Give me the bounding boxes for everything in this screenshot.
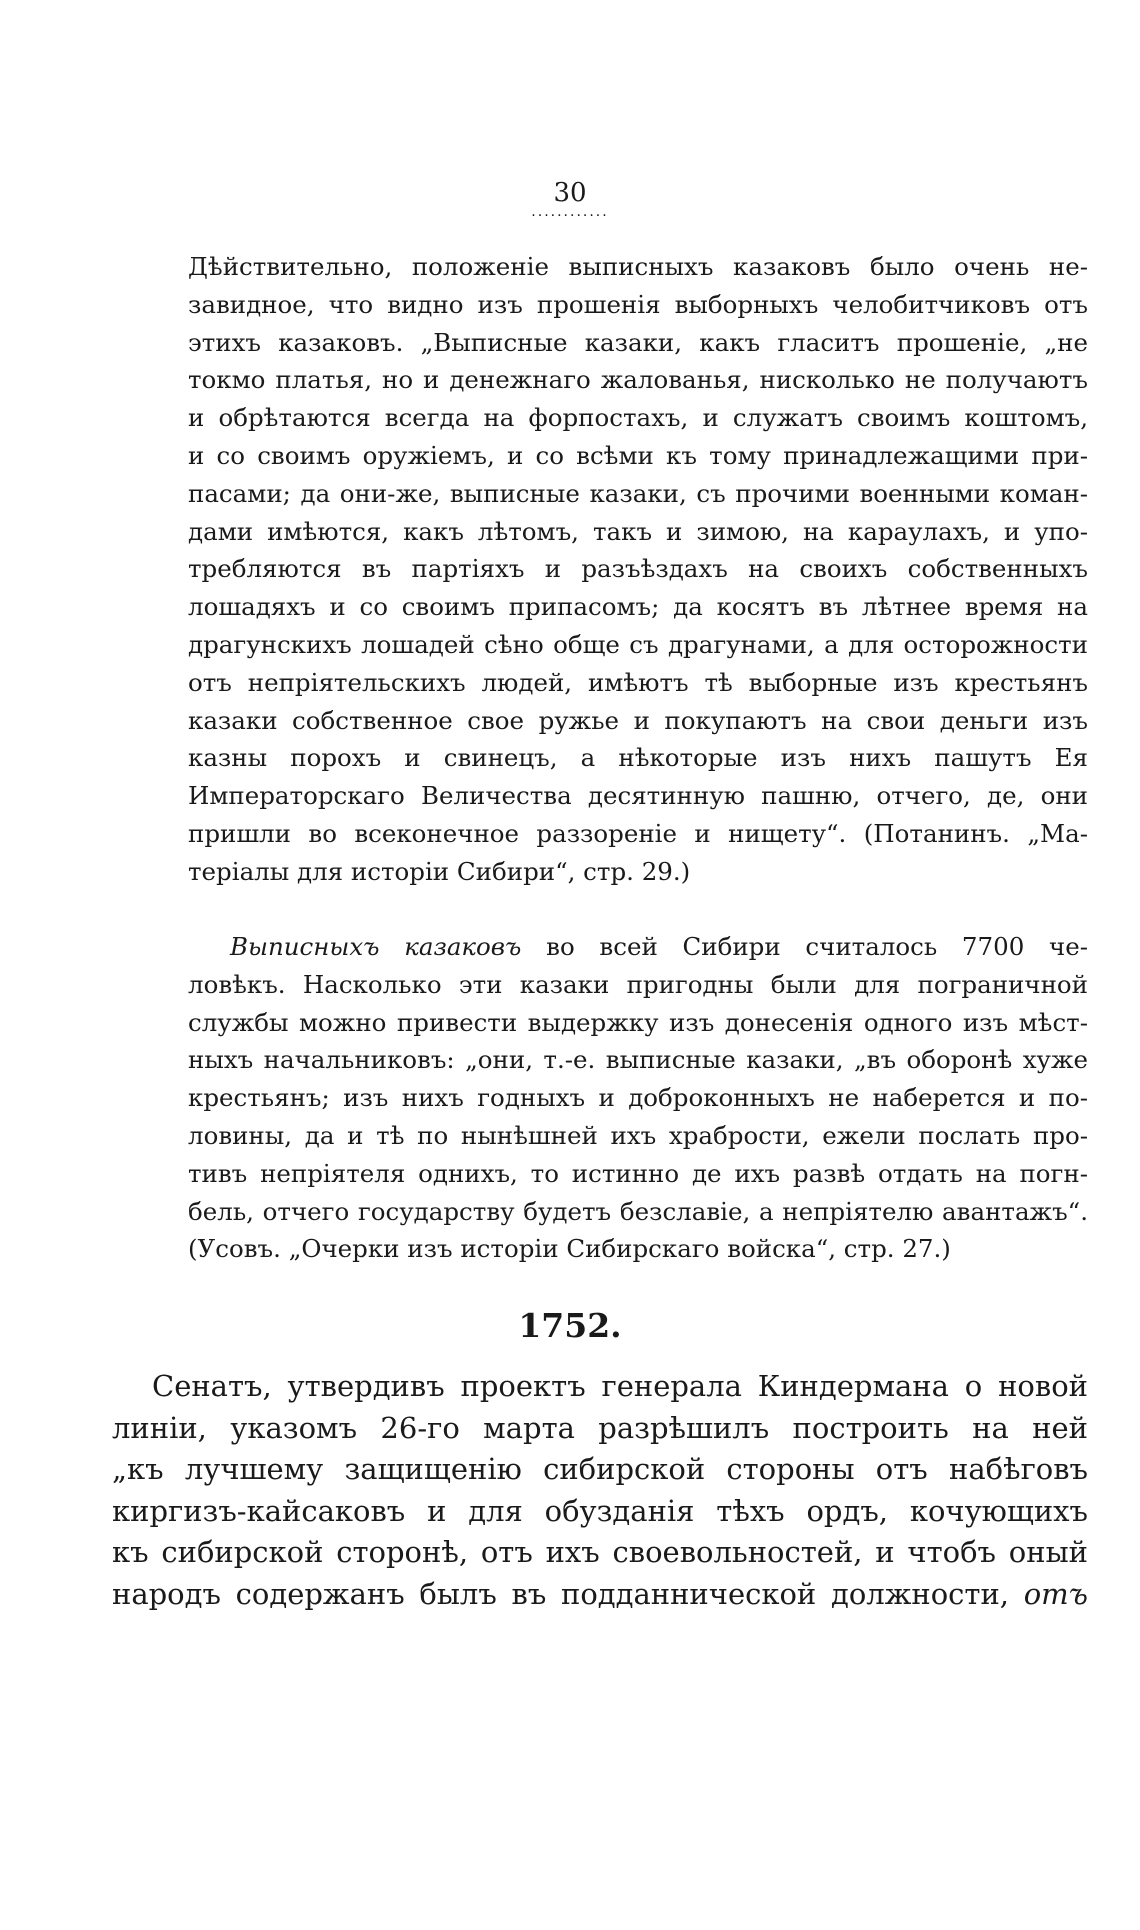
text-line: пасами; да они-же, выписные казаки, съ прочими военными коман-: [188, 478, 1088, 508]
text-line: линіи, указомъ 26-го марта разрѣшилъ построить на ней: [112, 1410, 1088, 1445]
text-line-first: [188, 928, 1088, 966]
italic-phrase: Выписныхъ казаковъ: [230, 932, 522, 961]
text-line: и обрѣтаются всегда на форпостахъ, и служатъ своимъ коштомъ,: [188, 403, 1088, 433]
text-line: дами имѣются, какъ лѣтомъ, такъ и зимою, на караулахъ, и упо-: [188, 516, 1088, 546]
text-line: теріалы для исторіи Сибири“, стр. 29.): [188, 856, 691, 886]
text-line: этихъ казаковъ. „Выписные казаки, какъ гласитъ прошеніе, „не: [188, 327, 1088, 357]
text-line: крестьянъ; изъ нихъ годныхъ и доброконныхъ не наберется и по-: [188, 1083, 1088, 1113]
text-line: казаки собственное свое ружье и покупаютъ на свои деньги изъ: [188, 705, 1088, 735]
text-line: требляются въ партіяхъ и разъѣздахъ на своихъ собственныхъ: [188, 554, 1088, 584]
text-line: (Усовъ. „Очерки изъ исторіи Сибирскаго войска“, стр. 27.): [188, 1234, 951, 1264]
text-line: отъ непріятельскихъ людей, имѣютъ тѣ выборные изъ крестьянъ: [188, 667, 1088, 697]
text-line: къ сибирской сторонѣ, отъ ихъ своевольностей, и чтобъ оный: [112, 1535, 1088, 1569]
text-line: драгунскихъ лошадей сѣно обще съ драгунами, а для осторожности: [188, 629, 1088, 659]
text-fragment: народъ содержанъ былъ въ подданнической должности,: [112, 1576, 1024, 1611]
paragraph-3: [112, 1366, 1088, 1615]
paragraph-2: [188, 928, 1088, 1268]
text-line: службы можно привести выдержку изъ донесенія одного изъ мѣст-: [188, 1007, 1088, 1037]
text-line: тивъ непріятеля однихъ, то истинно де ихъ развѣ отдать на погн-: [188, 1158, 1088, 1188]
text-line: завидное, что видно изъ прошенія выборныхъ челобитчиковъ отъ: [188, 289, 1088, 319]
text-line: ловѣкъ. Насколько эти казаки пригодны были для пограничной: [188, 969, 1088, 999]
text-line-last: [112, 1574, 1088, 1616]
text-line: лошадяхъ и со своимъ припасомъ; да косятъ въ лѣтнее время на: [188, 592, 1088, 622]
text-line: ныхъ начальниковъ: „они, т.-е. выписные казаки, „въ оборонѣ хуже: [188, 1045, 1088, 1075]
text-line: бель, отчего государству будетъ безславіе, а непріятелю авантажъ“.: [188, 1196, 1088, 1226]
text-line: токмо платья, но и денежнаго жалованья, нисколько не получаютъ: [188, 365, 1088, 395]
text-line: Дѣйствительно, положеніе выписныхъ казаковъ было очень не-: [188, 252, 1088, 281]
page-number: 30: [553, 178, 587, 208]
text-line: киргизъ-кайсаковъ и для обузданія тѣхъ ордъ, кочующихъ: [112, 1493, 1088, 1528]
paragraph-1: [188, 248, 1088, 891]
text-line: ловины, да и тѣ по нынѣшней ихъ храбрости, ежели послать про-: [188, 1120, 1088, 1150]
text-line: Сенатъ, утвердивъ проектъ генерала Киндермана о новой: [152, 1369, 1088, 1403]
section-year-heading: 1752.: [518, 1306, 622, 1345]
italic-word: отъ: [1023, 1576, 1088, 1611]
text-fragment: во всей Сибири считалось 7700 че-: [521, 932, 1089, 961]
text-line: пришли во всеконечное раззореніе и нищету“. (Потанинъ. „Ма-: [188, 818, 1088, 848]
text-line: Императорскаго Величества десятинную пашню, отчего, де, они: [188, 781, 1088, 811]
text-line: и со своимъ оружіемъ, и со всѣми къ тому принадлежащими при-: [188, 440, 1088, 470]
text-line: казны порохъ и свинецъ, а нѣкоторые изъ нихъ пашутъ Ея: [188, 743, 1088, 773]
text-line: „къ лучшему защищенію сибирской стороны отъ набѣговъ: [112, 1452, 1088, 1486]
dotted-divider: ............: [531, 204, 609, 220]
